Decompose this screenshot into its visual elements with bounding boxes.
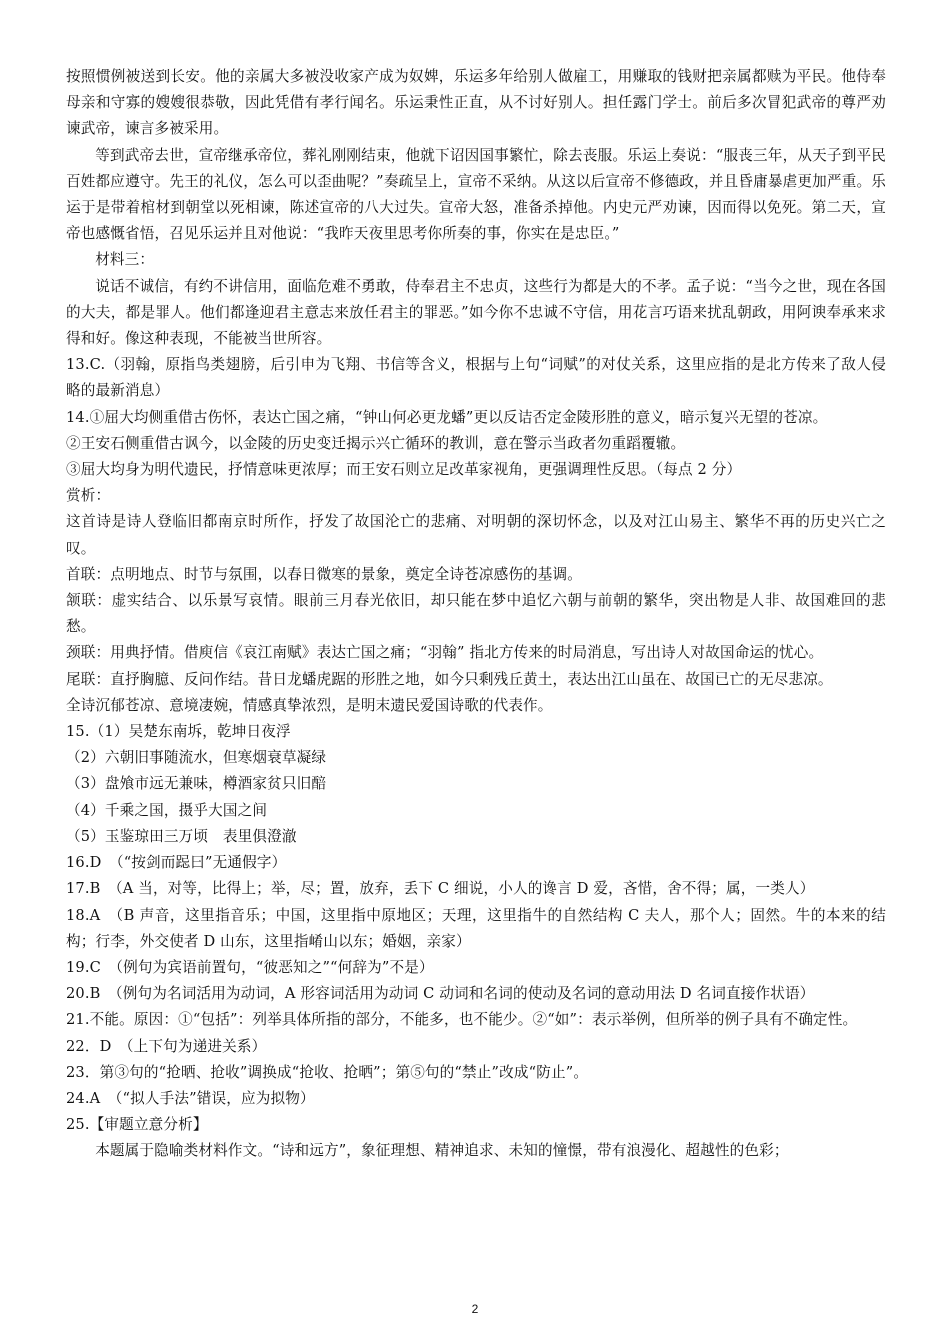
- answer-item: 13.C.（羽翰，原指鸟类翅膀，后引申为飞翔、书信等含义，根据与上句“词赋”的对仗关系，这里应指的是北方传来了敌人侵略的最新消息）: [66, 356, 886, 400]
- answer-item: （3）盘飧市远无兼味，樽酒家贫只旧醅: [66, 775, 327, 793]
- answer-item: ③屈大均身为明代遗民，抒情意味更浓厚；而王安石则立足改革家视角，更强调理性反思。（每点 2 分）: [66, 461, 742, 479]
- answer-item: 21.不能。原因：①“包括”：列举具体所指的部分，不能多，也不能少。②“如”：表示举例，但所举的例子具有不确定性。: [66, 1011, 858, 1029]
- answer-item: （2）六朝旧事随流水，但寒烟衰草凝绿: [66, 749, 327, 767]
- paragraph: 这首诗是诗人登临旧都南京时所作，抒发了故国沦亡的悲痛、对明朝的深切怀念，以及对江山易主、繁华不再的历史兴亡之叹。: [66, 513, 886, 557]
- answer-item: 24.A （“拟人手法”错误，应为拟物）: [66, 1089, 315, 1107]
- section-heading: 材料三：: [95, 251, 155, 269]
- answer-item: 18.A （B 声音，这里指音乐；中国，这里指中原地区；天理，这里指牛的自然结构 C 夫人，那个人；固然。牛的本来的结构；行李，外交使者 D 山东，这里指崤山以东；婚姻，亲家）: [66, 906, 886, 950]
- answer-item: 19.C （例句为宾语前置句，“彼恶知之”“何辞为”不是）: [66, 958, 434, 976]
- answer-item: 16.D （“按剑而跽曰”无通假字）: [66, 854, 287, 872]
- paragraph: 本题属于隐喻类材料作文。“诗和远方”，象征理想、精神追求、未知的憧憬，带有浪漫化、超越性的色彩；: [95, 1142, 789, 1160]
- answer-item: ②王安石侧重借古讽今，以金陵的历史变迁揭示兴亡循环的教训，意在警示当政者勿重蹈覆辙。: [66, 434, 686, 452]
- answer-item: （4）千乘之国，摄乎大国之间: [66, 801, 268, 819]
- answer-item: 17.B （A 当，对等，比得上；举，尽；置，放弃，丢下 C 细说，小人的谗言 D 爱，吝惜，舍不得；属，一类人）: [66, 880, 815, 898]
- answer-item: 22．D （上下句为递进关系）: [66, 1037, 267, 1055]
- answer-item: 20.B （例句为名词活用为动词，A 形容词活用为动词 C 动词和名词的使动及名词的意动用法 D 名词直接作状语）: [66, 985, 815, 1003]
- answer-item: 23．第③句的“抢晒、抢收”调换成“抢收、抢晒”；第⑤句的“禁止”改成“防止”。: [66, 1063, 589, 1081]
- paragraph: 说话不诚信，有约不讲信用，面临危难不勇敢，侍奉君主不忠贞，这些行为都是大的不孝。孟子说：“当今之世，现在各国的大夫，都是罪人。他们都逢迎君主意志来放任君主的罪恶。”如今你不忠诚不守信，用花言巧语来扰乱朝政，用阿谀奉承来求得和好。像这种表现，不能被当世所容。: [66, 277, 886, 348]
- section-heading: 25.【审题立意分析】: [66, 1116, 208, 1134]
- answer-item: 14.①屈大均侧重借古伤怀，表达亡国之痛，“钟山何必更龙蟠”更以反诘否定金陵形胜的意义，暗示复兴无望的苍凉。: [66, 408, 828, 426]
- document-body: [66, 64, 886, 1165]
- section-heading: 赏析：: [66, 487, 111, 505]
- answer-item: （5）玉鉴琼田三万顷 表里俱澄澈: [66, 827, 297, 845]
- paragraph: 颔联：虚实结合、以乐景写哀情。眼前三月春光依旧，却只能在梦中追忆六朝与前朝的繁华，突出物是人非、故国难回的悲愁。: [66, 592, 886, 636]
- paragraph: 等到武帝去世，宣帝继承帝位，葬礼刚刚结束，他就下诏因国事繁忙，除去丧服。乐运上奏说：“服丧三年，从天子到平民百姓都应遵守。先王的礼仪，怎么可以歪曲呢？”奏疏呈上，宣帝不采纳。从这以后宣帝不修德政，并且昏庸暴虐更加严重。乐运于是带着棺材到朝堂以死相谏，陈述宣帝的八大过失。宣帝大怒，准备杀掉他。内史元严劝谏，因而得以免死。第二天，宣帝也感慨省悟，召见乐运并且对他说：“我昨天夜里思考你所奏的事，你实在是忠臣。”: [66, 146, 886, 243]
- answer-item: 15.（1）吴楚东南坼，乾坤日夜浮: [66, 723, 291, 741]
- page-number: 2: [471, 1302, 479, 1316]
- paragraph: 全诗沉郁苍凉、意境凄婉，情感真挚浓烈，是明末遗民爱国诗歌的代表作。: [66, 696, 553, 714]
- paragraph: 按照惯例被送到长安。他的亲属大多被没收家产成为奴婢，乐运多年给别人做雇工，用赚取的钱财把亲属都赎为平民。他侍奉母亲和守寡的嫂嫂很恭敬，因此凭借有孝行闻名。乐运秉性正直，从不讨好别人。担任露门学士。前后多次冒犯武帝的尊严劝谏武帝，谏言多被采用。: [66, 68, 886, 138]
- paragraph: 首联：点明地点、时节与氛围，以春日微寒的景象，奠定全诗苍凉感伤的基调。: [66, 565, 583, 583]
- paragraph: 颈联：用典抒情。借庾信《哀江南赋》表达亡国之痛；“羽翰” 指北方传来的时局消息，写出诗人对故国命运的忧心。: [66, 644, 824, 662]
- paragraph: 尾联：直抒胸臆、反问作结。昔日龙蟠虎踞的形胜之地，如今只剩残丘黄土，表达出江山虽在、故国已亡的无尽悲凉。: [66, 670, 833, 688]
